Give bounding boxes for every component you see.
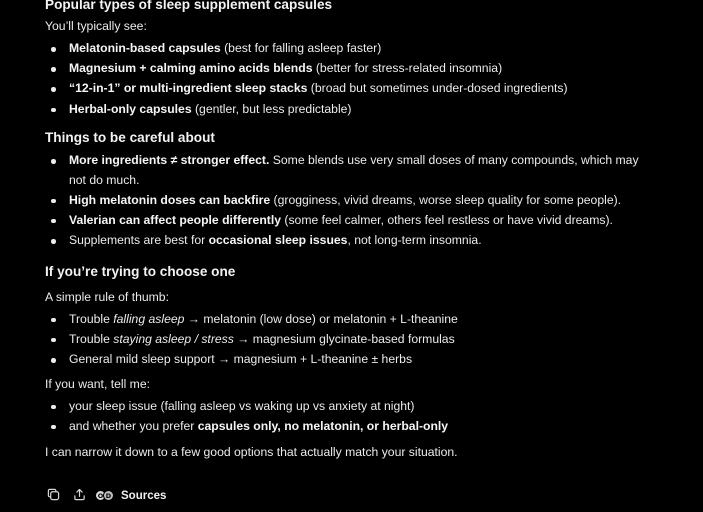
ask-intro: If you want, tell me: (45, 376, 150, 391)
share-button[interactable] (71, 488, 87, 504)
list-item: Melatonin-based capsules (best for falling asleep faster) (45, 39, 685, 59)
sources-button[interactable] (95, 490, 166, 502)
list-item: your sleep issue (falling asleep vs waking up vs anxiety at night) (45, 397, 685, 417)
list-item: Herbal-only capsules (gentler, but less predictable) (45, 100, 685, 120)
copy-button[interactable] (45, 488, 61, 504)
list-item: Trouble staying asleep / stress → magnesium glycinate-based formulas (45, 330, 685, 350)
ask-list (45, 397, 685, 437)
careful-list (45, 151, 685, 251)
list-item: and whether you prefer capsules only, no melatonin, or herbal-only (45, 417, 685, 437)
share-icon (73, 488, 86, 504)
source-favicon-icon: O (95, 490, 106, 501)
list-item: High melatonin doses can backfire (grogginess, vivid dreams, worse sleep quality for some people). (45, 191, 685, 211)
section-heading-careful: Things to be careful about (45, 130, 215, 146)
choose-list (45, 310, 685, 370)
list-item: Supplements are best for occasional sleep issues, not long-term insomnia. (45, 231, 685, 251)
message-actions (45, 487, 166, 505)
section-heading-choose: If you’re trying to choose one (45, 263, 236, 279)
closing-text: I can narrow it down to a few good options that actually match your situation. (45, 445, 458, 460)
types-intro: You’ll typically see: (45, 19, 147, 33)
list-item: Magnesium + calming amino acids blends (better for stress-related insomnia) (45, 59, 685, 79)
types-list (45, 39, 685, 119)
list-item: General mild sleep support → magnesium + L-theanine ± herbs (45, 350, 685, 370)
list-item: More ingredients ≠ stronger effect. Some blends use very small doses of many compounds, which may not do much. (45, 151, 685, 190)
list-item: Trouble falling asleep → melatonin (low dose) or melatonin + L-theanine (45, 310, 685, 330)
list-item: Valerian can affect people differently (some feel calmer, others feel restless or have vivid dreams). (45, 211, 685, 231)
choose-intro: A simple rule of thumb: (45, 289, 169, 304)
response-content (45, 0, 685, 462)
source-favicon-icon: D (103, 490, 114, 501)
copy-icon (47, 488, 60, 504)
section-heading-types: Popular types of sleep supplement capsules (45, 0, 333, 12)
list-item: “12-in-1” or multi-ingredient sleep stacks (broad but sometimes under-dosed ingredients) (45, 79, 685, 99)
sources-label: Sources (121, 490, 167, 502)
source-favicons (95, 490, 117, 502)
